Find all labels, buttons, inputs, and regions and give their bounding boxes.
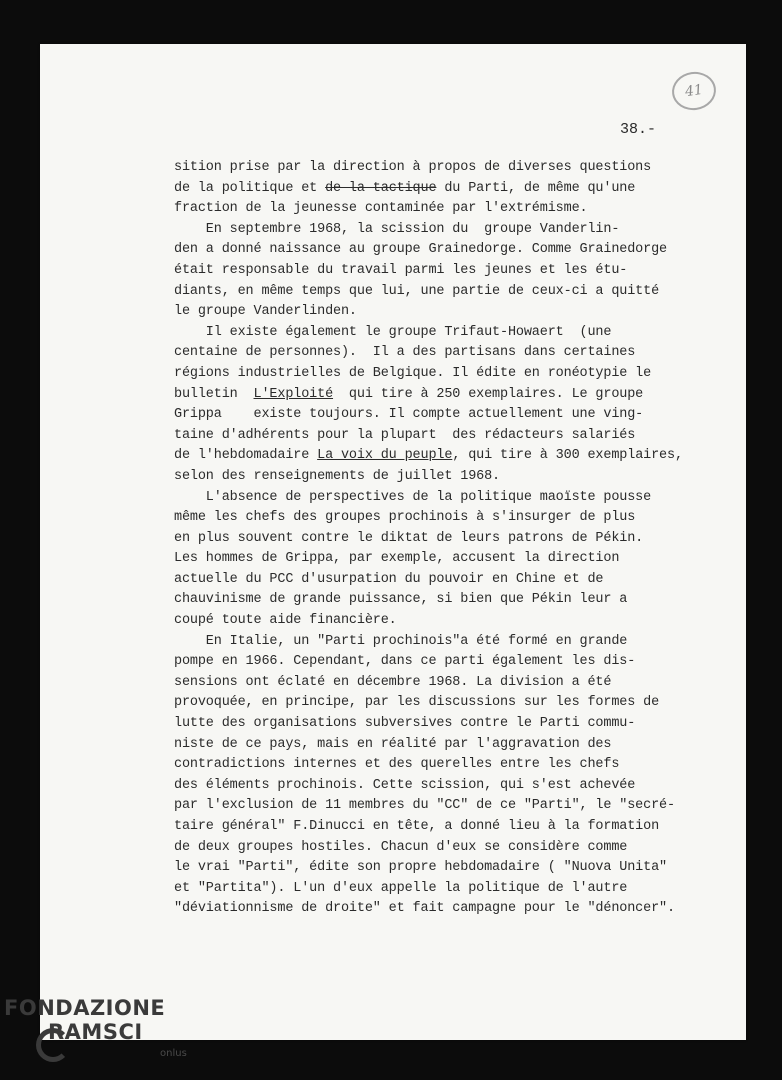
text-line	[174, 446, 734, 467]
logo-line1: FONDAZIONE	[4, 996, 166, 1020]
text-run: chauvinisme de grande puissance, si bien que Pékin leur a	[174, 592, 628, 608]
text-run: , qui tire à 300 exemplaires,	[452, 448, 683, 464]
text-line	[174, 467, 734, 488]
text-run: bulletin	[174, 386, 254, 402]
text-line	[174, 220, 734, 241]
underlined-title: La voix du peuple	[317, 448, 453, 464]
text-run: en plus souvent contre le diktat de leurs patrons de Pékin.	[174, 530, 644, 546]
text-run: lutte des organisations subversives contre le Parti commu-	[174, 716, 636, 732]
watermark-logo	[4, 996, 204, 1076]
text-line	[174, 838, 734, 859]
text-line	[174, 776, 734, 797]
text-run: de deux groupes hostiles. Chacun d'eux se considère comme	[174, 839, 628, 855]
text-run: fraction de la jeunesse contaminée par l'extrémisme.	[174, 201, 588, 217]
text-run: contradictions internes et des querelles entre les chefs	[174, 757, 620, 773]
text-run: centaine de personnes). Il a des partisans dans certaines	[174, 345, 636, 361]
text-run: de la politique et	[174, 180, 326, 196]
text-line	[174, 385, 734, 406]
text-line	[174, 879, 734, 900]
text-line	[174, 796, 734, 817]
text-run: le groupe Vanderlinden.	[174, 304, 357, 320]
page-number: 38.-	[620, 121, 657, 138]
text-run: du Parti, de même qu'une	[436, 180, 636, 196]
body-text	[174, 158, 734, 920]
text-run: Il existe également le groupe Trifaut-Howaert (une	[174, 324, 612, 340]
text-run: était responsable du travail parmi les jeunes et les étu-	[174, 262, 628, 278]
text-run: L'absence de perspectives de la politique maoïste pousse	[174, 489, 652, 505]
text-line	[174, 714, 734, 735]
underlined-title: L'Exploité	[253, 386, 334, 402]
text-run: des éléments prochinois. Cette scission, qui s'est achevée	[174, 777, 636, 793]
text-run: actuelle du PCC d'usurpation du pouvoir en Chine et de	[174, 571, 604, 587]
text-run: Les hommes de Grippa, par exemple, accusent la direction	[174, 551, 620, 567]
text-line	[174, 549, 734, 570]
text-line	[174, 405, 734, 426]
text-run: En Italie, un "Parti prochinois"a été formé en grande	[174, 633, 628, 649]
text-run: et "Partita"). L'un d'eux appelle la politique de l'autre	[174, 880, 628, 896]
text-run: sition prise par la direction à propos de diverses questions	[174, 160, 652, 175]
text-run: diants, en même temps que lui, une partie de ceux-ci a quitté	[174, 283, 660, 299]
text-line	[174, 158, 734, 179]
text-line	[174, 364, 734, 385]
text-run: coupé toute aide financière.	[174, 613, 397, 629]
text-run: par l'exclusion de 11 membres du "CC" de ce "Parti", le "secré-	[174, 798, 675, 814]
text-line	[174, 570, 734, 591]
text-line	[174, 199, 734, 220]
text-run: sensions ont éclaté en décembre 1968. La division a été	[174, 674, 612, 690]
text-line	[174, 590, 734, 611]
text-run: régions industrielles de Belgique. Il édite en ronéotypie le	[174, 365, 652, 381]
folio-stamp: 41	[670, 69, 719, 113]
text-run: niste de ce pays, mais en réalité par l'aggravation des	[174, 736, 612, 752]
text-run: "déviationnisme de droite" et fait campagne pour le "dénoncer".	[174, 901, 675, 917]
text-line	[174, 755, 734, 776]
text-run: taine d'adhérents pour la plupart des rédacteurs salariés	[174, 427, 636, 443]
logo-onlus: onlus	[160, 1048, 187, 1059]
text-line	[174, 693, 734, 714]
text-run: de l'hebdomadaire	[174, 448, 318, 464]
text-run: qui tire à 250 exemplaires. Le groupe	[333, 386, 644, 402]
text-run: selon des renseignements de juillet 1968.	[174, 468, 501, 484]
text-line	[174, 817, 734, 838]
text-run: même les chefs des groupes prochinois à s'insurger de plus	[174, 510, 636, 526]
text-line	[174, 632, 734, 653]
text-run: taire général" F.Dinucci en tête, a donné lieu à la formation	[174, 819, 660, 834]
text-line	[174, 240, 734, 261]
text-line	[174, 652, 734, 673]
text-line	[174, 899, 734, 920]
text-line	[174, 858, 734, 879]
text-line	[174, 282, 734, 303]
text-line	[174, 302, 734, 323]
text-line	[174, 426, 734, 447]
text-run: provoquée, en principe, par les discussions sur les formes de	[174, 695, 660, 711]
text-line	[174, 611, 734, 632]
logo-line2: RAMSCI	[48, 1020, 143, 1044]
text-run: En septembre 1968, la scission du groupe Vanderlin-	[174, 221, 620, 237]
text-line	[174, 343, 734, 364]
text-run: pompe en 1966. Cependant, dans ce parti également les dis-	[174, 654, 636, 670]
text-line	[174, 323, 734, 344]
text-line	[174, 261, 734, 282]
text-run: Grippa existe toujours. Il compte actuellement une ving-	[174, 407, 644, 423]
text-run: le vrai "Parti", édite son propre hebdomadaire ( "Nuova Unita"	[174, 860, 667, 876]
text-line	[174, 488, 734, 509]
struck-text: de la tactique	[325, 180, 437, 196]
text-line	[174, 529, 734, 550]
text-line	[174, 673, 734, 694]
text-run: den a donné naissance au groupe Grainedorge. Comme Grainedorge	[174, 242, 667, 258]
text-line	[174, 735, 734, 756]
text-line	[174, 508, 734, 529]
text-line	[174, 179, 734, 200]
